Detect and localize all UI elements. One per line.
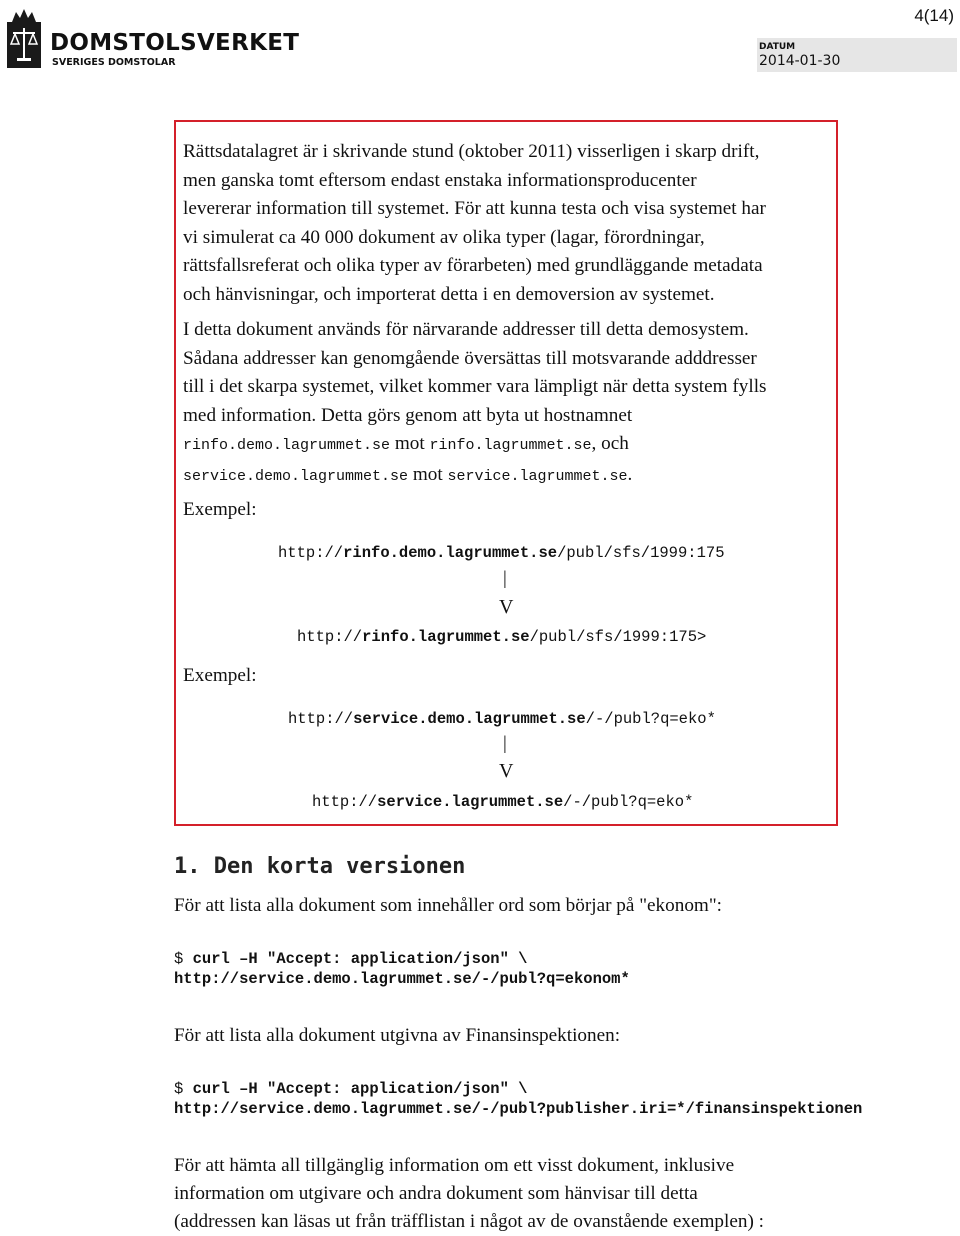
host-from: rinfo.demo.lagrummet.se [183, 437, 391, 454]
date-label: DATUM [759, 42, 796, 52]
command-block-1 [174, 949, 630, 989]
command-url: http://service.demo.lagrummet.se/-/publ?publisher.iri=*/finansinspektionen [174, 1100, 863, 1118]
url-scheme: http:// [288, 710, 354, 728]
scales-of-justice-crest-icon [6, 6, 42, 70]
arrow-bar: | [503, 733, 507, 754]
date-value: 2014-01-30 [759, 53, 841, 69]
example1-from-url [278, 544, 725, 562]
url-path: /publ/sfs/1999:175> [529, 628, 707, 646]
example2-from-url [288, 710, 716, 728]
prompt: $ [174, 1080, 184, 1098]
url-scheme: http:// [297, 628, 363, 646]
command-line: curl –H "Accept: application/json" \ [192, 1080, 528, 1098]
down-arrow-icon: V [499, 596, 514, 618]
host-to: rinfo.lagrummet.se [429, 437, 592, 454]
url-host: service.lagrummet.se [377, 793, 564, 811]
host-to: service.lagrummet.se [447, 467, 628, 485]
example1-to-url [297, 628, 706, 646]
example2-to-url [312, 793, 693, 811]
prompt: $ [174, 950, 184, 968]
text-line: vi simulerat ca 40 000 dokument av olika typer (lagar, förordningar, [183, 226, 705, 248]
host-tail: , och [591, 433, 629, 454]
text-line: För att hämta all tillgänglig information om ett visst dokument, inklusive [174, 1155, 735, 1176]
url-scheme: http:// [312, 793, 378, 811]
command-block-2 [174, 1079, 862, 1119]
text-line: Sådana addresser kan genomgående översättas till motsvarande adddresser [183, 347, 757, 369]
url-path: /-/publ?q=eko* [563, 793, 694, 811]
url-path: /publ/sfs/1999:175 [557, 544, 725, 562]
example-label-2: Exempel: [183, 665, 257, 686]
text-line: information om utgivare och andra dokument som hänvisar till detta [174, 1183, 698, 1204]
arrow-bar: | [503, 568, 507, 589]
command-line: curl –H "Accept: application/json" \ [192, 950, 528, 968]
host-word: mot [394, 433, 425, 454]
outro-paragraph [174, 1152, 764, 1236]
host-from: service.demo.lagrummet.se [183, 467, 409, 485]
text-line: och hänvisningar, och importerat detta i en demoversion av systemet. [183, 283, 715, 305]
text-line: rättsfallsreferat och olika typer av förarbeten) med grundläggande metadata [183, 255, 763, 276]
url-host: rinfo.demo.lagrummet.se [343, 544, 558, 562]
hostname-line-1 [183, 430, 767, 461]
paragraph-1 [183, 138, 766, 309]
text-line: men ganska tomt eftersom endast enstaka informationsproducenter [183, 169, 697, 191]
example-label-1: Exempel: [183, 499, 257, 520]
down-arrow-icon: V [499, 760, 514, 782]
url-host: service.demo.lagrummet.se [353, 710, 586, 728]
text-line: I detta dokument används för närvarande addresser till detta demosystem. [183, 319, 749, 340]
text-line: med information. Detta görs genom att byta ut hostnamnet [183, 404, 633, 426]
text-line: levererar information till systemet. För att kunna testa och visa systemet har [183, 198, 766, 219]
section-heading: 1. Den korta versionen [174, 854, 466, 879]
url-host: rinfo.lagrummet.se [362, 628, 530, 646]
host-word: mot [412, 463, 443, 485]
intro-text-1: För att lista alla dokument som innehåller ord som börjar på "ekonom": [174, 895, 723, 916]
url-path: /-/publ?q=eko* [585, 710, 716, 728]
paragraph-2 [183, 316, 767, 491]
org-subtitle: SVERIGES DOMSTOLAR [52, 57, 176, 68]
hostname-line-2 [183, 461, 767, 492]
command-url: http://service.demo.lagrummet.se/-/publ?q=ekonom* [174, 970, 630, 988]
url-scheme: http:// [278, 544, 344, 562]
text-line: (addressen kan läsas ut från träfflistan i något av de ovanstående exemplen) : [174, 1211, 764, 1232]
text-line: Rättsdatalagret är i skrivande stund (oktober 2011) visserligen i skarp drift, [183, 141, 760, 162]
org-name: DOMSTOLSVERKET [50, 30, 300, 56]
intro-text-2: För att lista alla dokument utgivna av Finansinspektionen: [174, 1025, 621, 1046]
text-line: till i det skarpa systemet, vilket kommer vara lämpligt när detta system fylls [183, 376, 767, 397]
host-tail: . [627, 463, 633, 485]
page-number: 4(14) [914, 6, 954, 25]
